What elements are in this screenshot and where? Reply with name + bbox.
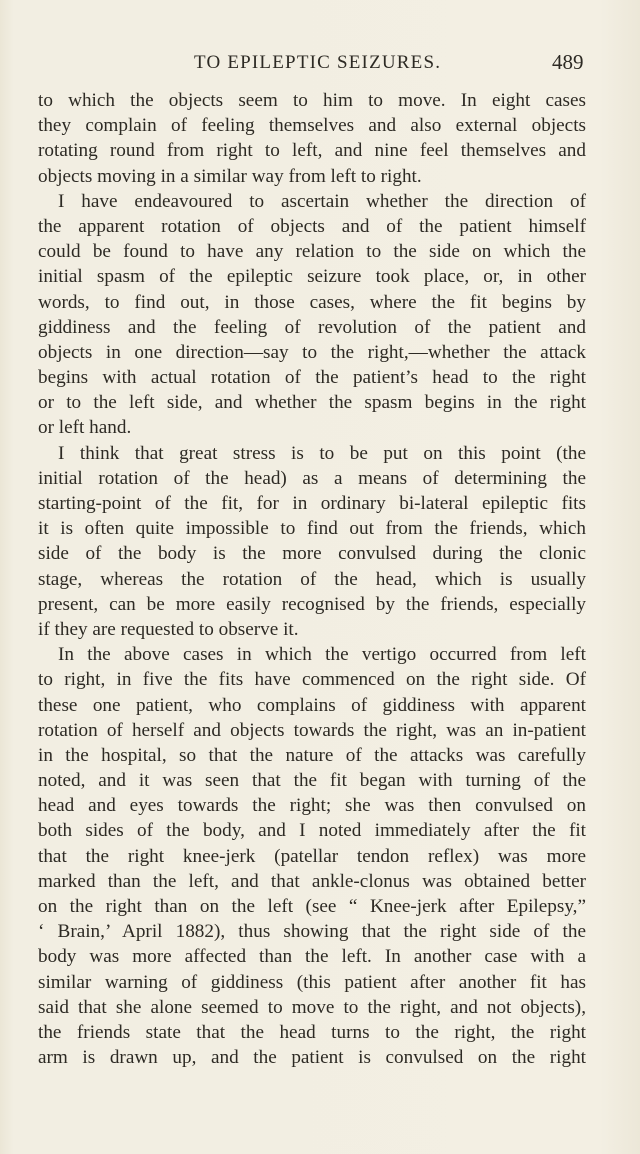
- text-line: marked than the left, and that ankle-clonus was obtained better: [38, 870, 586, 892]
- text-line: ‘ Brain,’ April 1882), thus showing that the right side of the: [38, 921, 586, 943]
- text-line: body was more affected than the left. In another case with a: [38, 946, 586, 968]
- text-line: initial spasm of the epileptic seizure took place, or, in other: [38, 266, 586, 288]
- running-title: TO EPILEPTIC SEIZURES.: [194, 52, 442, 73]
- text-line: both sides of the body, and I noted immediately after the fit: [38, 820, 586, 842]
- text-line: the apparent rotation of objects and of the patient himself: [38, 215, 586, 237]
- text-line: said that she alone seemed to move to the right, and not objects),: [38, 996, 586, 1018]
- text-line: stage, whereas the rotation of the head, which is usually: [38, 568, 586, 590]
- text-line: could be found to have any relation to the side on which the: [38, 241, 586, 263]
- page-number: 489: [552, 50, 584, 74]
- page-header: [0, 50, 640, 78]
- text-line: if they are requested to observe it.: [38, 618, 299, 640]
- text-line: to right, in five the fits have commenced on the right side. Of: [38, 669, 586, 691]
- text-line: objects in one direction—say to the right,—whether the attack: [38, 341, 586, 363]
- text-line: noted, and it was seen that the fit began with turning of the: [38, 770, 586, 792]
- text-line: initial rotation of the head) as a means of determining the: [38, 467, 586, 489]
- text-line: head and eyes towards the right; she was then convulsed on: [38, 795, 586, 817]
- text-line: I think that great stress is to be put on this point (the: [58, 442, 586, 464]
- text-line: or to the left side, and whether the spasm begins in the right: [38, 392, 586, 414]
- text-line: to which the objects seem to him to move. In eight cases: [38, 90, 586, 111]
- text-line: it is often quite impossible to find out from the friends, which: [38, 518, 586, 540]
- text-line: I have endeavoured to ascertain whether the direction of: [58, 190, 586, 212]
- text-line: rotation of herself and objects towards the right, was an in-patient: [38, 719, 586, 741]
- body-text: [38, 88, 586, 1070]
- text-line: they complain of feeling themselves and also external objects: [38, 115, 586, 137]
- text-line: side of the body is the more convulsed during the clonic: [38, 543, 586, 565]
- text-line: that the right knee-jerk (patellar tendon reflex) was more: [38, 845, 586, 867]
- text-line: the friends state that the head turns to the right, the right: [38, 1021, 586, 1043]
- text-line: arm is drawn up, and the patient is convulsed on the right: [38, 1047, 586, 1069]
- text-line: or left hand.: [38, 417, 132, 439]
- text-line: rotating round from right to left, and nine feel themselves and: [38, 140, 586, 162]
- text-line: begins with actual rotation of the patient’s head to the right: [38, 367, 586, 389]
- text-line: these one patient, who complains of giddiness with apparent: [38, 694, 586, 716]
- text-line: In the above cases in which the vertigo occurred from left: [58, 644, 586, 666]
- text-line: giddiness and the feeling of revolution of the patient and: [38, 316, 586, 338]
- text-line: words, to find out, in those cases, where the fit begins by: [38, 291, 586, 313]
- text-line: similar warning of giddiness (this patient after another fit has: [38, 971, 586, 993]
- text-line: starting-point of the fit, for in ordinary bi-lateral epileptic fits: [38, 493, 586, 514]
- text-line: objects moving in a similar way from left to right.: [38, 165, 422, 187]
- text-line: on the right than on the left (see “ Knee-jerk after Epilepsy,”: [38, 896, 586, 917]
- text-line: in the hospital, so that the nature of the attacks was carefully: [38, 744, 586, 766]
- text-line: present, can be more easily recognised by the friends, especially: [38, 593, 586, 615]
